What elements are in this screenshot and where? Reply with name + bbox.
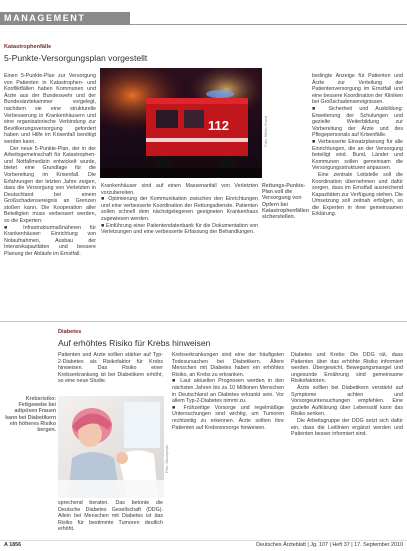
section-header-rule <box>130 24 407 25</box>
article2-column-1-top <box>58 352 163 394</box>
paragraph: ■ Laut aktuellen Prognosen werden in den nächsten Jahren bis zu 10 Millionen Menschen in Deutschland an Diabetes erkrankt sein. Vor allem Typ-2-Diabetes nimmt zu. <box>172 378 284 405</box>
paragraph: ■ Einführung einer Patientendatenbank für die Dokumentation von Verletzungen und eine verbesserte Erfassung der Behandlungen. <box>101 222 258 236</box>
article2-photo-patient <box>58 396 164 498</box>
article2-column-1-bottom <box>58 500 163 536</box>
article1-photo-ambulance <box>100 68 262 178</box>
article2-column-2 <box>172 352 284 536</box>
paragraph: Eine zentrale Leitstelle soll die Koordination übernehmen und dafür sorgen, dass im Ernstfall ausreichend Kapazitäten zur Verfügung stehen. Die Umsetzung soll zeitnah erfolgen, so die Experten in ihrer gemeinsamen Erklärung. <box>312 171 403 218</box>
paragraph: ■ Infrastrukturmaßnahmen für Krankenhäuser: Einrichtung von Notaufnahmen, Ausbau der Intensivkapazitäten und bessere Planung der Abläufe im Ernstfall. <box>4 224 96 258</box>
paragraph: bedingte Anzeige für Patienten und Ärzte zur Verteilung der Patientenversorgung im Ernstfall und eine bessere Koordination der Kliniken bei Großschadensereignissen. <box>312 73 403 106</box>
article1-column-3 <box>312 73 403 319</box>
article1-column-2 <box>101 183 258 319</box>
footer-journal-info: Deutsches Ärzteblatt | Jg. 107 | Heft 37 | 17. September 2010 <box>256 542 403 548</box>
paragraph: Einen 5-Punkte-Plan zur Versorgung von Patienten in Katastrophen- und Konfliktfällen haben Kommunen und Ärzte aus der Bundeswehr und der Bundesärztekammer vorgelegt, nachdem sie eine strukturelle Verbesserung in Krankenhäusern und eine organisatorische Verbindung zur Bevölkerungsversorgung gefordert haben und Hilfe im Krisenfall benötigt werden kann. <box>4 73 96 145</box>
article2-photo-credit: Foto: iStockphoto <box>165 445 169 473</box>
article2-headline: Auf erhöhtes Risiko für Krebs hinweisen <box>58 338 211 348</box>
paragraph: Krankenhäuser sind auf einen Massenanfall von Verletzten vorzubereiten. <box>101 183 258 196</box>
paragraph: ■ Sicherheit und Ausbildung: Erweiterung der Schulungen und gezielte Weiterbildung zur Vorbereitung der Ärzte und des Pflegepersonals auf Krisenfälle. <box>312 105 403 139</box>
article2-kicker: Diabetes <box>58 329 82 335</box>
paragraph: ■ Verbesserte Einsatzplanung für alle Einrichtungen, die an der Versorgung beteiligt sind. Bund, Länder und Kommunen sollen gemeinsam die Versorgungsstrukturen anpassen. <box>312 138 403 172</box>
article1-column-1 <box>4 73 96 319</box>
article1-photo-credit: Foto: Stefan Grund <box>264 116 268 147</box>
paragraph: Ärzte sollten bei Diabetikern verstärkt auf Symptome achten und Vorsorgeuntersuchungen empfehlen. Eine gezielte Aufklärung über Lebensstil kann das Risiko senken. <box>291 384 403 418</box>
paragraph: ■ Frühzeitige Vorsorge und regelmäßige Untersuchungen sind wichtig, um Tumoren rechtzeitig zu erkennen. Ärzte sollten ihre Patienten auf Krebsvorsorge hinweisen. <box>172 404 284 431</box>
footer-page-number: A 1856 <box>4 542 22 548</box>
footer-rule <box>0 540 407 541</box>
article1-headline: 5-Punkte-Versorgungsplan vorgestellt <box>4 53 148 63</box>
paragraph: Patienten und Ärzte sollten stärker auf Typ-2-Diabetes als Risikofaktor für Krebs hinweisen. Das Risiko einer Krebserkrankung ist bei Diabetikern erhöht, so eine neue Studie. <box>58 352 163 385</box>
article1-kicker: Katastrophenfälle <box>4 44 52 50</box>
paragraph: Diabetes und Krebs: Die DDG rät, dass Patienten über das erhöhte Risiko informiert werden. Übergewicht, Bewegungsmangel und ungesunde Ernährung sind gemeinsame Risikofaktoren. <box>291 352 403 385</box>
article-divider <box>0 321 407 322</box>
paragraph: Der neue 5-Punkte-Plan, der in der Arbeitsgemeinschaft für Katastrophen- und Notfallmedizin entwickelt wurde, bietet eine Grundlage für die Vorbereitung im Krisenfall. Die Erfahrungen der letzten Jahre zeigen, dass die Versorgung von Verletzten in Deutschland bei einem Großschadensereignis an Grenzen stoßen kann. Die Kooperation aller Beteiligten muss verbessert werden, so die Experten: <box>4 145 96 225</box>
article1-caption: Rettungs-Punkte-Plan soll die Versorgung von Opfern bei Katastrophenfällen sicherstellen. <box>262 183 309 221</box>
section-title: MANAGEMENT <box>4 13 86 23</box>
paragraph: ■ Optimierung der Kommunikation zwischen den Einrichtungen und eine verbesserte Koordination der Rettungsdienste. Patienten sollen schnell dem nächstgelegenen geeigneten Krankenhaus zugewiesen werden. <box>101 196 258 222</box>
paragraph: Krebserkrankungen sind eine der häufigsten Todesursachen bei Diabetikern. Ältere Menschen mit Diabetes haben ein erhöhtes Risiko, an Krebs zu erkranken. <box>172 352 284 378</box>
article2-caption: Krebsrisiko: Fettgewebe bei adipösen Frauen kann bei Diabetikern ein höheres Risiko bergen. <box>5 396 56 434</box>
article2-column-3 <box>291 352 403 536</box>
paragraph: sprechend beraten. Das betonte die Deutsche Diabetes Gesellschaft (DDG). Allein bei Menschen mit Diabetes ist das Risiko für bestimmte Tumoren deutlich erhöht. <box>58 500 163 533</box>
paragraph: Die Arbeitsgruppe der DDG setzt sich dafür ein, dass die Leitlinien ergänzt werden und Patienten besser informiert sind. <box>291 417 403 438</box>
svg-text:112: 112 <box>208 118 229 133</box>
